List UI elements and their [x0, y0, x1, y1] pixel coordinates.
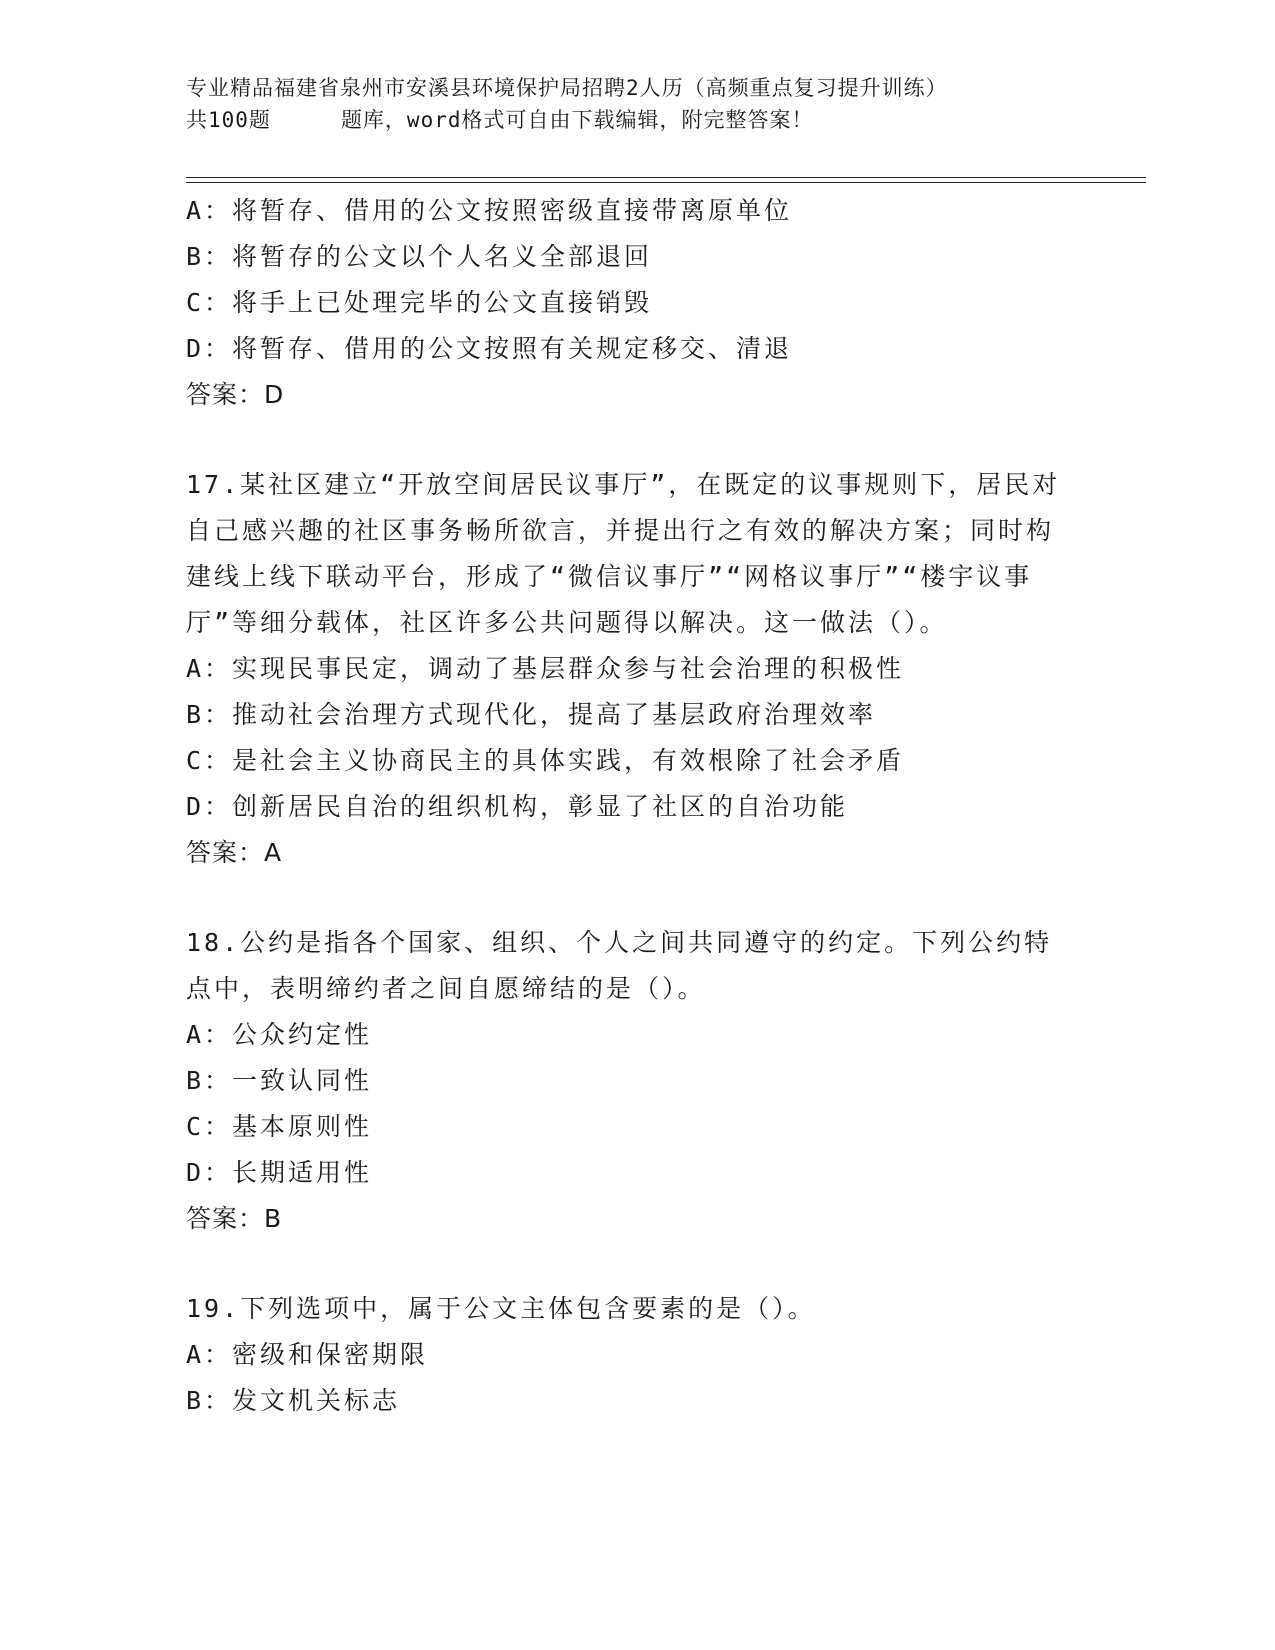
document-header [186, 72, 1086, 136]
option-b: B：发文机关标志 [186, 1386, 401, 1415]
question-18 [186, 920, 1076, 1242]
question-text: 18.公约是指各个国家、组织、个人之间共同遵守的约定。下列公约特点中，表明缔约者之间自愿缔结的是（）。 [186, 928, 1053, 1003]
option-c: C：基本原则性 [186, 1112, 373, 1141]
option-b: B：将暂存的公文以个人名义全部退回 [186, 242, 653, 271]
question-text: 17.某社区建立“开放空间居民议事厅”，在既定的议事规则下，居民对自己感兴趣的社区事务畅所欲言，并提出行之有效的解决方案；同时构建线上线下联动平台，形成了“微信议事厅”“网格议事厅”“楼宇议事厅”等细分载体，社区许多公共问题得以解决。这一做法（）。 [186, 470, 1061, 637]
option-d: D：将暂存、借用的公文按照有关规定移交、清退 [186, 334, 793, 363]
answer: 答案：D [186, 380, 285, 409]
header-title: 专业精品福建省泉州市安溪县环境保护局招聘2人历（高频重点复习提升训练） [186, 76, 948, 100]
option-c: C：将手上已处理完毕的公文直接销毁 [186, 288, 653, 317]
option-a: A：将暂存、借用的公文按照密级直接带离原单位 [186, 196, 793, 225]
answer: 答案：B [186, 1204, 283, 1233]
question-17 [186, 462, 1076, 876]
option-c: C：是社会主义协商民主的具体实践，有效根除了社会矛盾 [186, 746, 905, 775]
option-b: B：一致认同性 [186, 1066, 373, 1095]
option-a: A：公众约定性 [186, 1020, 373, 1049]
option-a: A：实现民事民定，调动了基层群众参与社会治理的积极性 [186, 654, 905, 683]
header-divider-top [186, 177, 1146, 178]
option-b: B：推动社会治理方式现代化，提高了基层政府治理效率 [186, 700, 877, 729]
question-list [186, 188, 1076, 1424]
option-a: A：密级和保密期限 [186, 1340, 429, 1369]
option-d: D：长期适用性 [186, 1158, 373, 1187]
header-divider-bottom [186, 182, 1146, 183]
option-d: D：创新居民自治的组织机构，彰显了社区的自治功能 [186, 792, 849, 821]
header-note: 题库，word格式可自由下载编辑，附完整答案！ [340, 108, 814, 132]
question-16 [186, 188, 1076, 418]
question-text: 19.下列选项中，属于公文主体包含要素的是（）。 [186, 1294, 816, 1323]
question-19 [186, 1286, 1076, 1424]
header-subtitle [186, 104, 1086, 136]
question-count: 共100题 [186, 108, 271, 132]
answer: 答案：A [186, 838, 283, 867]
